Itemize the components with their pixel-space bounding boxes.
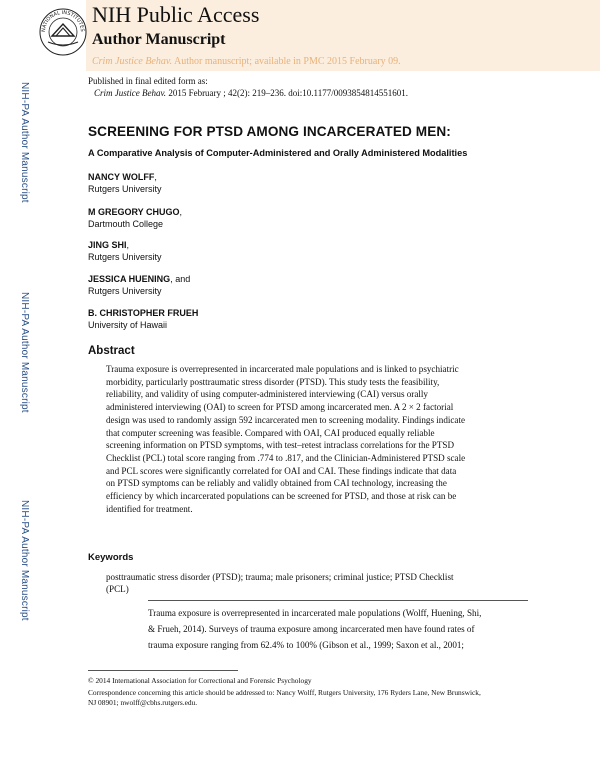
availability-text: Author manuscript; available in PMC 2015 February 09. [172, 56, 401, 67]
availability-note [92, 56, 401, 67]
sidebar [0, 0, 32, 776]
abstract-body: Trauma exposure is overrepresented in incarcerated male populations and is linked to psychiatric morbidity, particularly posttraumatic stress disorder (PTSD). This study tests the feasibility, reliability, and validity of using computer-administered interviewing (CAI) versus orally administered interviewing (OAI) to screen for PTSD among incarcerated men. A 2 × 2 factorial design was used to randomly assign 592 incarcerated men to screening modality. Findings indicate that computer screening was feasible. Compared with OAI, CAI produced equally reliable screening information on PTSD symptoms, with test–retest intraclass correlations for the PTSD Checklist (PCL) total score ranging from .774 to .817, and the Clinician-Administered PTSD scale and PCL scores were significantly correlated for OAI and CAI. These findings indicate that data on PTSD symptoms can be reliably and validly obtained from CAI technology, increasing the efficiency by which incarcerated populations can be screened for PTSD, and those at risk can be identified for treatment. [106, 364, 466, 514]
availability-journal: Crim Justice Behav. [92, 56, 173, 67]
copyright-note: © 2014 International Association for Correctional and Forensic Psychology [88, 676, 312, 685]
author-affiliation: Dartmouth College [88, 219, 164, 229]
author-affiliation: Rutgers University [88, 184, 162, 194]
author-affiliation: University of Hawaii [88, 320, 168, 330]
author-name: JING SHI, [88, 240, 130, 250]
sidebar-label-1: NIH-PA Author Manuscript [19, 82, 30, 203]
citation-journal: Crim Justice Behav. [94, 88, 167, 98]
abstract-heading: Abstract [88, 345, 135, 357]
article-title: SCREENING FOR PTSD AMONG INCARCERATED MEN: [88, 124, 451, 139]
citation-line [94, 88, 408, 98]
sidebar-label-2: NIH-PA Author Manuscript [19, 292, 30, 413]
author-affiliation: Rutgers University [88, 286, 162, 296]
keywords-list: posttraumatic stress disorder (PTSD); trauma; male prisoners; criminal justice; PTSD Checklist (PCL) [106, 572, 454, 594]
logo-text: NATIONAL INSTITUTES [40, 9, 86, 33]
author-name: M GREGORY CHUGO, [88, 207, 183, 217]
keywords-heading: Keywords [88, 552, 134, 563]
citation-details: 2015 February ; 42(2): 219–236. doi:10.1177/0093854814551601. [166, 88, 408, 98]
published-in-label: Published in final edited form as: [88, 76, 208, 86]
author-name: JESSICA HUENING, and [88, 274, 191, 284]
author-manuscript-title: Author Manuscript [92, 31, 226, 48]
author-affiliation: Rutgers University [88, 252, 162, 262]
author-name: B. CHRISTOPHER FRUEH [88, 308, 199, 318]
body-paragraph: Trauma exposure is overrepresented in incarcerated male populations (Wolff, Huening, Shi, & Frueh, 2014). Surveys of trauma exposure among incarcerated men have found rates of trauma exposure ranging from 62.4% to 100% (Gibson et al., 1999; Saxon et al., 2001; [148, 608, 482, 650]
correspondence-note: Correspondence concerning this article should be addressed to: Nancy Wolff, Rutgers University, 176 Ryders Lane, New Brunswick, NJ 08901; nwolff@cbhs.rutgers.edu. [88, 688, 481, 707]
article-subtitle: A Comparative Analysis of Computer-Administered and Orally Administered Modalities [88, 148, 468, 158]
section-divider [148, 600, 528, 601]
author-name: NANCY WOLFF, [88, 172, 157, 182]
sidebar-label-3: NIH-PA Author Manuscript [19, 500, 30, 621]
nih-public-access-title: NIH Public Access [92, 2, 260, 27]
nih-logo-icon [38, 2, 88, 62]
footnote-divider [88, 670, 238, 671]
